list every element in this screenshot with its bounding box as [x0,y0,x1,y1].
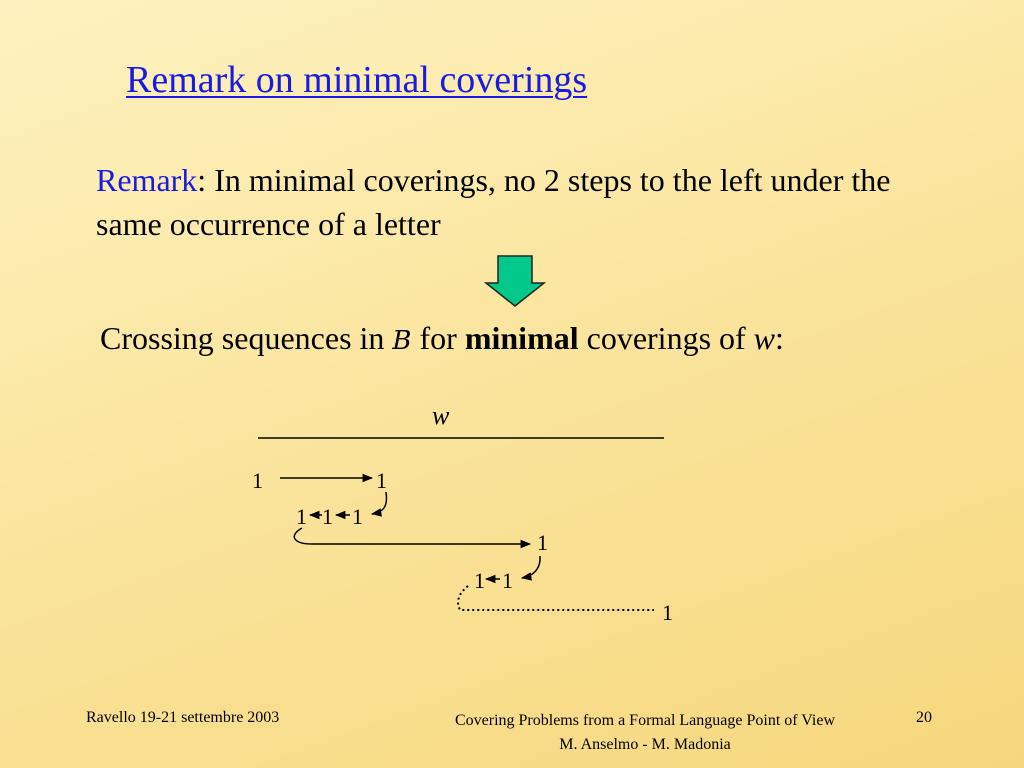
footer-authors: M. Anselmo - M. Madonia [559,736,731,753]
footer-talk-title: Covering Problems from a Formal Language Point of View [454,712,835,729]
crossing-value-4: 1 [322,504,333,529]
crossing-end: : [775,320,784,356]
crossing-mid: for [411,320,465,356]
script-b-symbol: B [392,326,412,356]
remark-label: Remark [96,162,198,198]
footer-title [380,709,910,757]
crossing-bold-word: minimal [464,320,579,356]
arrow-turn-2 [522,556,540,578]
remark-text: : In minimal coverings, no 2 steps to the left under the same occurrence of a letter [96,162,891,242]
crossing-value-1: 1 [252,468,263,493]
crossing-value-3: 1 [296,504,307,529]
crossing-after: coverings of [578,320,754,356]
crossing-value-6: 1 [537,530,548,555]
arrow-right-2 [294,528,530,544]
crossing-value-8: 1 [502,568,513,593]
slide-title: Remark on minimal coverings [126,59,588,101]
arrow-turn-1 [372,492,386,514]
footer-location-date: Ravello 19-21 settembre 2003 [86,709,280,726]
crossing-value-7: 1 [474,568,485,593]
crossing-value-2: 1 [376,468,387,493]
crossing-variable: w [753,320,776,356]
dotted-arrow [458,586,654,610]
crossing-prefix: Crossing sequences in [100,320,393,356]
page-number: 20 [916,709,932,726]
word-label: w [432,401,450,430]
crossing-value-9: 1 [662,600,673,625]
crossing-value-5: 1 [352,504,363,529]
